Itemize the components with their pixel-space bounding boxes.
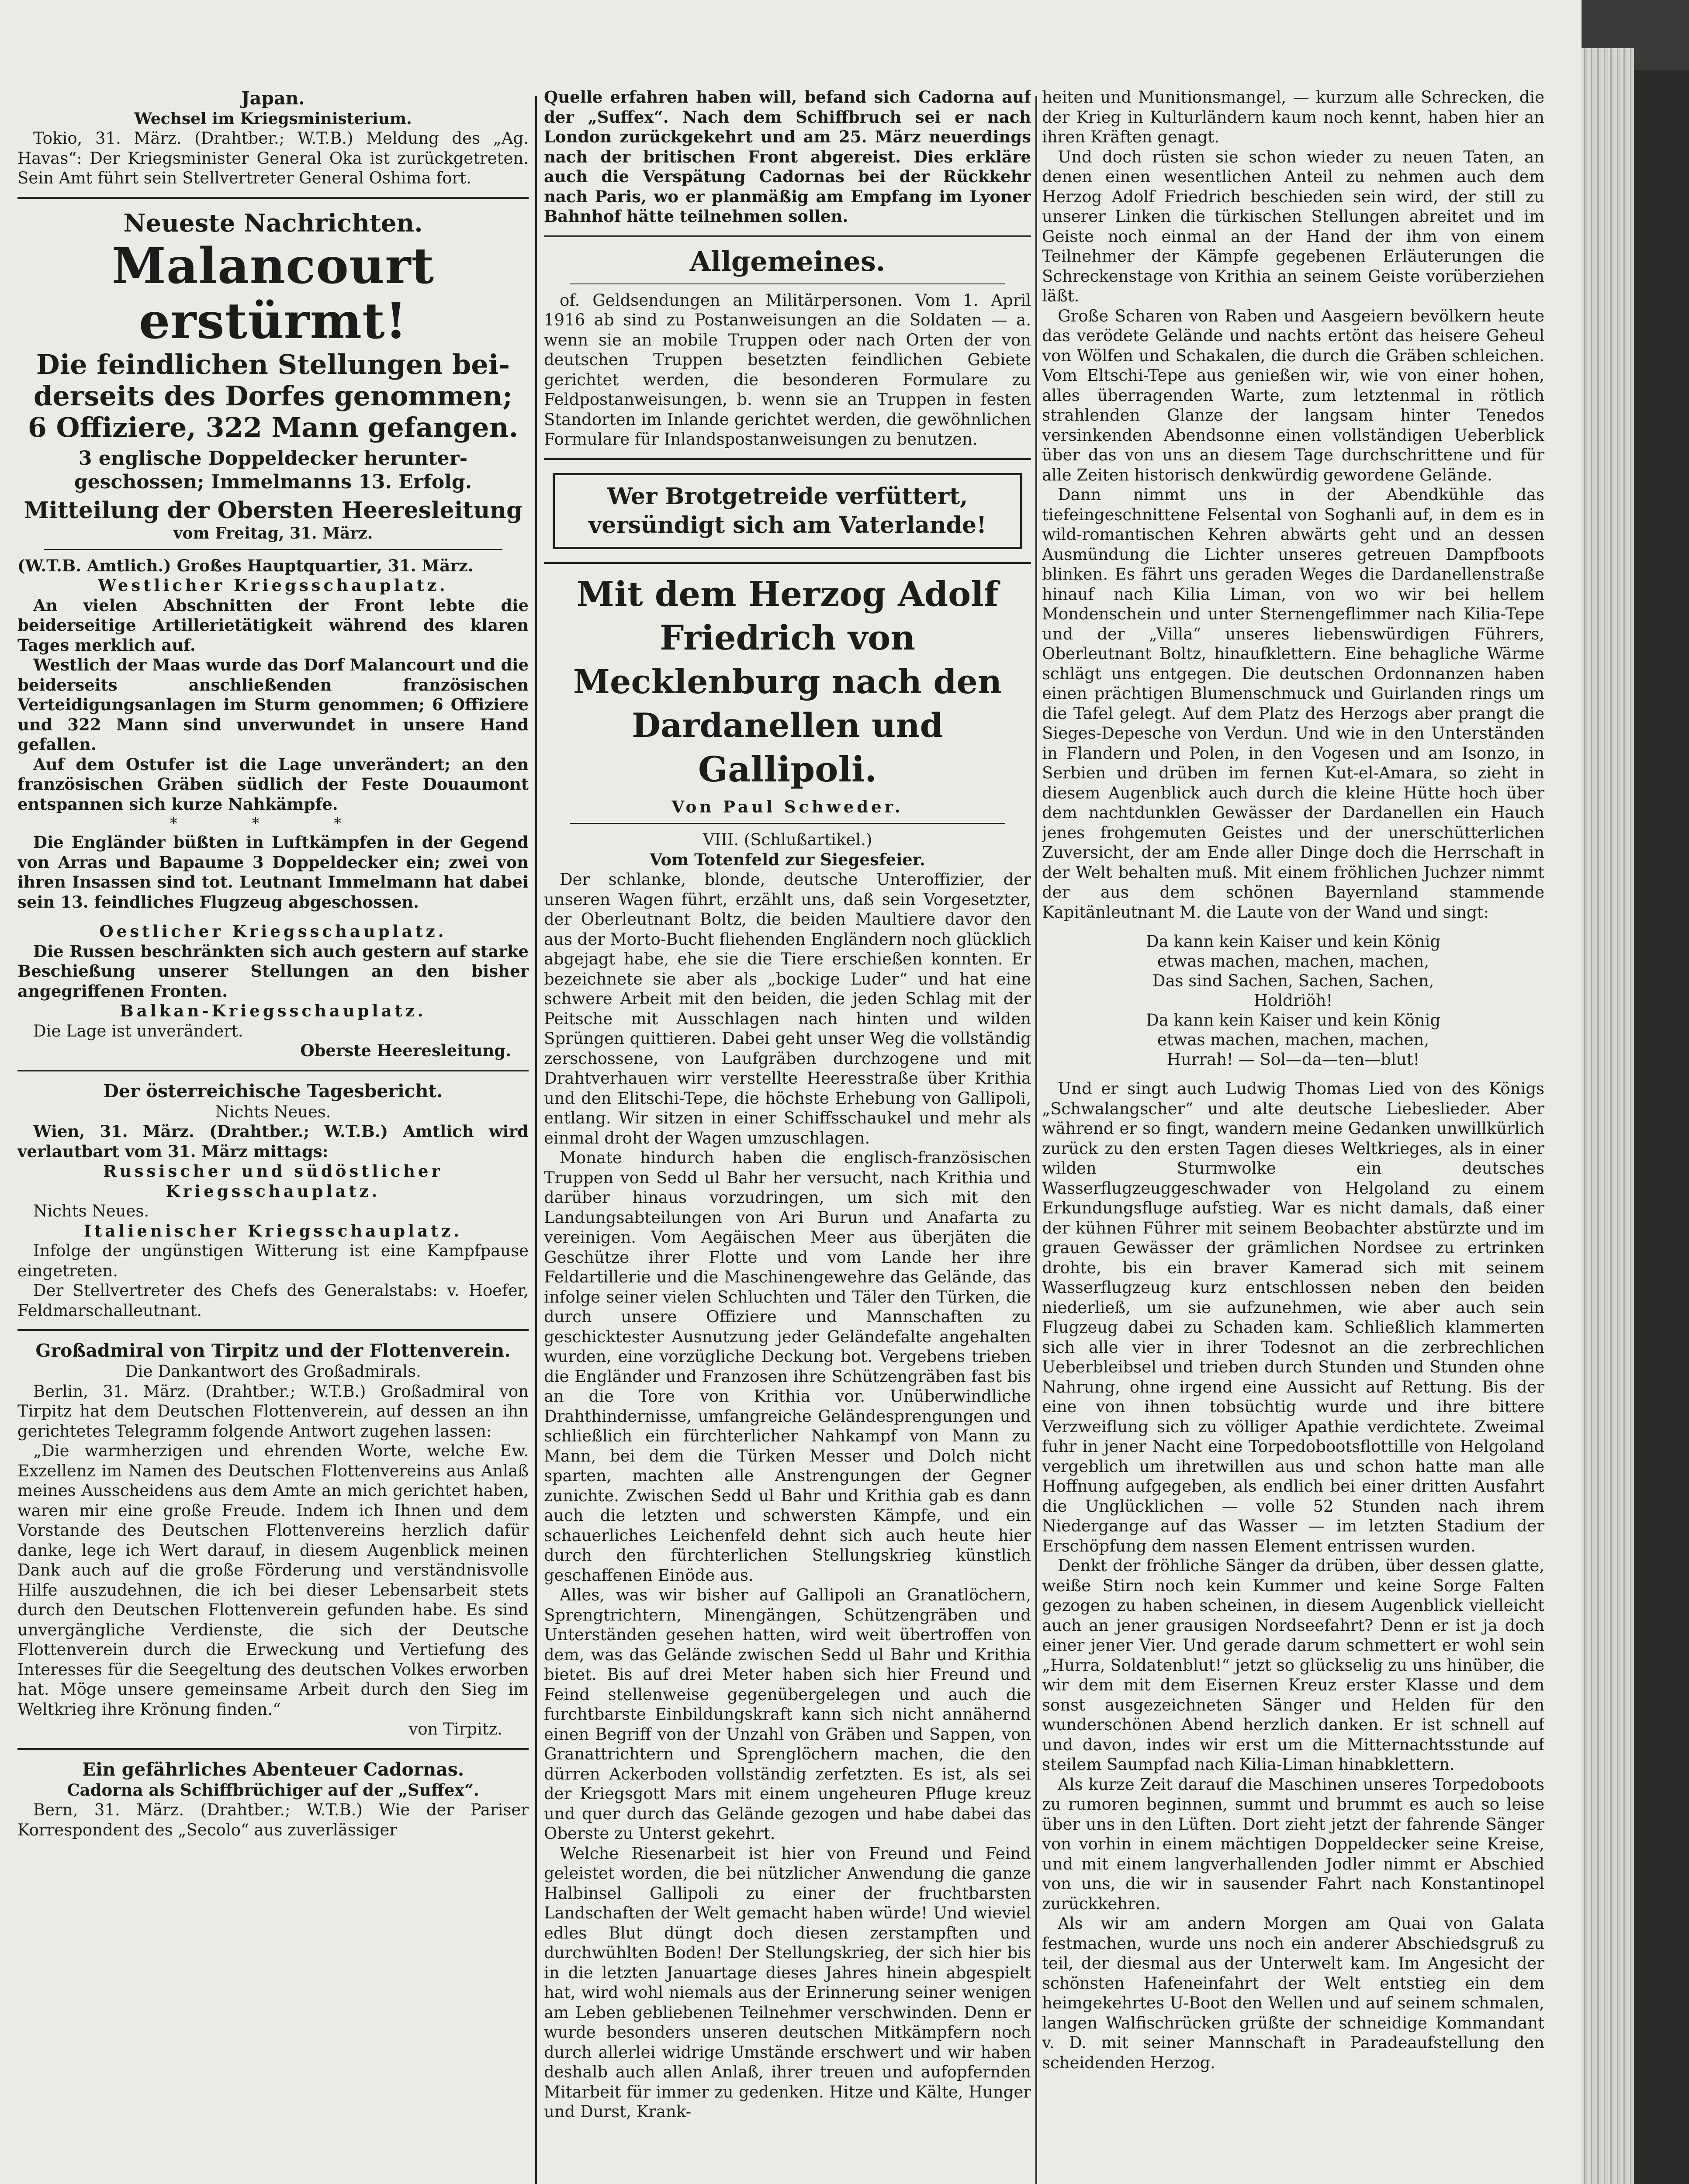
subheading: Cadorna als Schiffbrüchiger auf der „Suffex“. xyxy=(67,1780,479,1800)
signature: Der Stellvertreter des Chefs des Generalstabs: v. Hoefer, Feldmarschalleutnant. xyxy=(17,1281,529,1320)
song-line: Da kann kein Kaiser und kein König xyxy=(1146,1011,1441,1030)
subheadline-line: 3 englische Doppeldecker herunter- xyxy=(78,447,468,470)
subheading: Nichts Neues. xyxy=(215,1102,331,1121)
notice-line: versündigt sich am Vaterlande! xyxy=(588,511,986,539)
column-middle xyxy=(544,87,1031,2184)
section-heading: Der österreichische Tagesbericht. xyxy=(103,1080,443,1102)
subheadline-line: geschossen; Immelmanns 13. Erfolg. xyxy=(74,470,472,493)
article-paragraph: heiten und Munitionsmangel, — kurzum alle Schrecken, die der Krieg in Kulturländern kaum noch kennt, haben hier an ihren Kräften genagt. xyxy=(1042,88,1544,146)
headline-line: Die feindlichen Stellungen bei- xyxy=(36,348,510,380)
article-paragraph: Alles, was wir bisher auf Gallipoli an Granatlöchern, Sprengtrichtern, Minengängen, Schützengräben und Unterständen gesehen hatten, wird weit übertroffen von dem, was das Gelände zwischen Sedd ul Bahr und Krithia bietet. Bis auf drei Meter haben sich hier Freund und Feind stellenweise gegenübergelegen und auch die furchtbarste Einbildungskraft kann sich nicht annähernd einen Begriff von der Unzahl von Gräben und Sappen, von Granattrichtern und Sprenglöchern machen, die den dürren Ackerboden vollständig zerfetzten. Es ist, als sei der Kriegsgott Mars mit einem ungeheuren Pfluge kreuz und quer durch das Gelände gezogen und habe dabei das Oberste zu Unterst gekehrt. xyxy=(544,1586,1031,1843)
divider xyxy=(44,549,502,550)
column-right xyxy=(1042,87,1544,2184)
article-paragraph: An vielen Abschnitten der Front lebte die beiderseitige Artillerietätigkeit während des klaren Tages merklich auf. xyxy=(17,595,529,655)
column-rule xyxy=(535,96,537,2184)
section-heading: Japan. xyxy=(241,88,305,109)
article-paragraph: Dann nimmt uns in der Abendkühle das tiefeingeschnittene Felsental von Soghanli auf, in dem es in wild-romantischen Kehren abwärts geht und an dessen Ausmündung die Lichter unseres getreuen Dampfboots blinken. Es fährt uns geraden Weges die Dardanellenstraße hinauf nach Kilia Liman, von wo wir bei hellem Mondenschein und unter Sternengeflimmer nach Kilia-Tepe und der „Villa“ unseres liebenswürdigen Führers, Oberleutnant Boltz, hinaufklettern. Eine behagliche Wärme schlägt uns entgegen. Die deutschen Ordonnanzen haben einen prächtigen Blumenschmuck und Guirlanden rings um die Tafel gelegt. Auf dem Platz des Herzogs aber prangt die Sieges-Depesche von Verdun. Und wie in den Unterständen in Flandern und Polen, in den Vogesen und am Isonzo, in Serbien und drüben im fernen Kut-el-Amara, so zieht in diesem Augenblick auch durch die kleine Hütte hoch über dem nachtdunklen Gewässer der Dardanellen ein Hauch jenes frohgemuten Geistes und der unerschütterlichen Zuversicht, der am Ende aller Dinge doch die Herrschaft in der Welt behalten muß. Mit einem fröhlichen Juchzer nimmt der aus dem schönen Bayernland stammende Kapitänleutnant M. die Laute von der Wand und singt: xyxy=(1042,485,1544,922)
article-paragraph: Berlin, 31. März. (Drahtber.; W.T.B.) Großadmiral von Tirpitz hat dem Deutschen Flottenverein, auf dessen an ihn gerichtetes Telegramm folgende Antwort zugehen lassen: xyxy=(17,1382,529,1441)
section-heading: Allgemeines. xyxy=(689,245,886,277)
article-paragraph: Bern, 31. März. (Drahtber.; W.T.B.) Wie der Pariser Korrespondent des „Secolo“ aus zuverlässiger xyxy=(17,1800,529,1839)
article-paragraph: of. Geldsendungen an Militärpersonen. Vom 1. April 1916 ab sind zu Postanweisungen an die Soldaten — a. wenn sie an mobile Truppen oder nach Orten der von deutschen Truppen besetzten feindlichen Gebiete gerichtet werden, die besonderen Formulare zu Feldpostanweisungen, b. wenn sie an Truppen in festen Standorten im Inlande gerichtet werden, die gewöhnlichen Formulare für Inlandspostanweisungen zu benutzen. xyxy=(544,290,1031,449)
background xyxy=(1634,70,1689,2184)
song-line: etwas machen, machen, machen, xyxy=(1157,952,1429,971)
article-paragraph: Nichts Neues. xyxy=(33,1202,149,1220)
article-paragraph: „Die warmherzigen und ehrenden Worte, welche Ew. Exzellenz im Namen des Deutschen Flottenvereins aus Anlaß meines Ausscheidens aus dem Amte an mich gerichtet haben, waren mir eine große Freude. Indem ich Ihnen und dem Vorstande des Deutschen Flottenvereins herzlich dafür danke, lege ich Wert darauf, in diesem Augenblick meinen Dank auch auf die große Förderung und verständnisvolle Hilfe auszudehnen, die ich bei dieser Lebensarbeit stets durch den Deutschen Flottenverein gefunden habe. Es sind unvergängliche Verdienste, die sich der Deutsche Flottenverein durch die Erweckung und Vertiefung des Interesses für die Seegeltung des deutschen Volkes erworben hat. Möge unsere gemeinsame Arbeit durch den Sieg im Weltkrieg ihre Krönung finden.“ xyxy=(17,1441,529,1719)
column-left xyxy=(17,87,529,2184)
song-line: Das sind Sachen, Sachen, Sachen, xyxy=(1152,971,1434,990)
notice-box xyxy=(553,473,1022,549)
divider xyxy=(17,1070,529,1071)
divider xyxy=(17,1329,529,1331)
subheading: Oestlicher Kriegsschauplatz. xyxy=(99,922,447,941)
subheading: VIII. (Schlußartikel.) xyxy=(703,830,872,849)
notice-line: Wer Brotgetreide verfüttert, xyxy=(607,483,968,510)
subheading: Balkan-Kriegsschauplatz. xyxy=(120,1001,426,1020)
article-paragraph: Welche Riesenarbeit ist hier von Freund und Feind geleistet worden, die bei nützlicher Anwendung die ganze Halbinsel Gallipoli zu einer der fruchtbarsten Landschaften der Welt gemacht haben würde! Und wieviel edles Blut düngt doch diesen zerstampften und durchwühlten Boden! Der Stellungskrieg, der sich hier bis in die letzten Januartage dieses Jahres hinein abgespielt hat, wird wohl niemals aus der Erinnerung seiner wenigen am Leben gebliebenen Teilnehmer verschwinden. Denn er wurde besonders unseren deutschen Mitkämpfern noch durch allerlei widrige Umstände erschwert und wir haben deshalb auch allen Anlaß, ihrer treuen und aufopfernden Mitarbeit für immer zu gedenken. Hitze und Kälte, Hunger und Durst, Krank- xyxy=(544,1844,1031,2121)
divider xyxy=(544,562,1031,564)
page-edge xyxy=(1582,48,1634,2184)
song-line: Holdriöh! xyxy=(1253,991,1333,1010)
subheading: Vom Totenfeld zur Siegesfeier. xyxy=(650,850,925,869)
article-paragraph: Tokio, 31. März. (Drahtber.; W.T.B.) Meldung des „Ag. Havas“: Der Kriegsminister General Oka ist zurückgetreten. Sein Amt führt sein Stellvertreter General Oshima fort. xyxy=(17,129,529,187)
asterism: * * * xyxy=(170,815,377,832)
article-paragraph: Und er singt auch Ludwig Thomas Lied von des Königs „Schwalangscher“ und alte deutsche Liebeslieder. Aber während er so fingt, wandern meine Gedanken unwillkürlich zurück zu den ersten Tagen dieses Weltkrieges, als in einer wilden Sturmwolke ein deutsches Wasserflugzeuggeschwader von Helgoland zu einem Erkundungsfluge aufstieg. War es nicht damals, daß einer der kühnen Führer mit seinem Beobachter abstürzte und im grauen Gewässer der grämlichen Nordsee zu ertrinken drohte, bis ein braver Kamerad sich mit seinem Wasserflugzeug kurz entschlossen neben den beiden niederließ, um sie aufzunehmen, wie aber auch sein Flugzeug dabei zu Schaden kam. Schließlich klammerten sich alle vier in ihrer Todesnot an die zerbrechlichen Ueberbleibsel und trieben durch Stunden und Stunden ohne Nahrung, ohne irgend eine Aussicht auf Rettung. Bis der eine von ihnen tobsüchtig wurde und ihre bittere Verzweiflung sich zu völliger Apathie verdichtete. Zweimal fuhr in jener Nacht eine Torpedobootsflottille von Helgoland vergeblich um ihretwillen aus und schon hatte man alle Hoffnung aufgegeben, als endlich bei einer dritten Ausfahrt die Unglücklichen — volle 52 Stunden nach ihrem Niedergange auf das Wasser — im letzten Stadium der Erschöpfung dem nassen Element entrissen wurden. xyxy=(1042,1079,1544,1555)
article-paragraph: Und doch rüsten sie schon wieder zu neuen Taten, an denen einen wesentlichen Anteil zu nehmen auch dem Herzog Adolf Friedrich beschieden sein wird, der still zu unserer Linken die türkischen Stellungen abreitet und im Geiste noch einmal an der Hand der ihm von einem Teilnehmer der Kämpfe gegebenen Erläuterungen die Schreckenstage von Krithia an seinem Geiste vorüberziehen läßt. xyxy=(1042,147,1544,305)
dateline: (W.T.B. Amtlich.) Großes Hauptquartier, 31. März. xyxy=(17,556,474,575)
headline-line: Gallipoli. xyxy=(698,748,877,790)
headline-line: Mit dem Herzog Adolf Friedrich von xyxy=(576,574,999,658)
divider xyxy=(544,458,1031,460)
article-paragraph: Die Engländer büßten in Luftkämpfen in der Gegend von Arras und Bapaume 3 Doppeldecker ein; zwei von ihren Insassen sind tot. Leutnant Immelmann hat dabei sein 13. feindliches Flugzeug abgeschossen. xyxy=(17,833,529,912)
headline-line: 6 Offiziere, 322 Mann gefangen. xyxy=(28,411,519,443)
article-paragraph: Denkt der fröhliche Sänger da drüben, über dessen glatte, weiße Stirn noch kein Kummer und keine Sorge Falten gezogen zu haben scheinen, in diesem Augenblick vielleicht auch an jener grausigen Nordseefahrt? Denn er ist ja doch einer jener Vier. Und gerade darum schmettert er wohl sein „Hurra, Soldatenblut!“ jetzt so glückselig zu uns hinüber, die wir dem mit dem Eisernen Kreuz erster Klasse und dem sonst ausgezeichneten Sänger und Helden für den wunderschönen Abend herzlich danken. Er ist schnell auf und davon, indes wir erst um die Mitternachtsstunde auf steilem Saumpfad nach Kilia-Liman hinabklettern. xyxy=(1042,1556,1544,1774)
article-paragraph: Die Lage ist unverändert. xyxy=(33,1021,243,1040)
article-paragraph: Monate hindurch haben die englisch-französischen Truppen von Sedd ul Bahr her versucht, nach Krithia und darüber hinaus vorzudringen, um sich mit den Landungsabteilungen von Ari Burun und Anafarta zu vereinigen. Vom Aegäischen Meer aus überjäten die Geschütze ihrer Flotte und vom Lande her ihre Feldartillerie und die Maschinengewehre das Gelände, das infolge seiner vielen Schluchten und Täler den Türken, die durch unsere Offiziere und Mannschaften zu geschicktester Ausnutzung jeder Geländefalte angehalten wurden, eine vorzügliche Deckung bot. Vergebens trieben die Engländer und Franzosen ihre Schützengräben fast bis an die Tore von Krithia vor. Unüberwindliche Drahthindernisse, umfangreiche Geländesprengungen und schließlich ein fürchterlicher Nahkampf von Mann zu Mann, bei dem die Türken Messer und Dolch nicht sparten, machten alle Anstrengungen der Gegner zunichte. Zwischen Sedd ul Bahr und Krithia gab es dann auch die letzten und schwersten Kämpfe, und ein schauerliches Leichenfeld dehnt sich auch heute hier durch den fürchterlichen Stellungskrieg künstlich geschaffenen Einöde aus. xyxy=(544,1148,1031,1585)
article-paragraph: Westlich der Maas wurde das Dorf Malancourt und die beiderseits anschließenden französischen Verteidigungsanlagen im Sturm genommen; 6 Offiziere und 322 Mann sind unverwundet in unsere Hand gefallen. xyxy=(17,655,529,754)
article-paragraph: Quelle erfahren haben will, befand sich Cadorna auf der „Suffex“. Nach dem Schiffbruch sei er nach London zurückgekehrt und am 25. März neuerdings nach der britischen Front abgereist. Dies erkläre auch die Verspätung Cadornas bei der Rückkehr nach Paris, wo er planmäßig am Empfang im Lyoner Bahnhof hätte teilnehmen sollen. xyxy=(544,87,1031,226)
divider xyxy=(570,823,1005,824)
headline-line: derseits des Dorfes genommen; xyxy=(33,380,513,412)
byline: Von Paul Schweder. xyxy=(671,797,903,816)
divider xyxy=(570,283,1005,284)
article-paragraph: Große Scharen von Raben und Aasgeiern bevölkern heute das verödete Gelände und nachts ertönt das heisere Geheul von Wölfen und Schakalen, die durch die Gräben schleichen. Vom Eltschi-Tepe aus genießen wir, wie von einer hohen, alles überragenden Warte, zum letztenmal in rötlich strahlenden Glanze der langsam hinter Tenedos versinkenden Abendsonne einen vollständigen Ueberblick über das von uns an diesem Tage durchschrittene und für alle Zeiten historisch denkwürdig gewordene Gelände. xyxy=(1042,306,1544,484)
article-paragraph: Der schlanke, blonde, deutsche Unteroffizier, der unseren Wagen führt, erzählt uns, daß sein Vorgesetzter, der Oberleutnant Boltz, die beiden Maultiere davor den aus der Morto-Bucht fliehenden Engländern noch glücklich abgejagt habe, ehe sie die Tiere erschießen konnten. Er bezeichnete sie aber als „bockige Luder“ und hat eine schwere Arbeit mit den beiden, die jeden Schlag mit der Peitsche mit Ausschlagen nach hinten und wilden Sprüngen quittieren. Dabei geht unser Weg die vollständig zerschossene, von Laufgräben durchzogene und mit Drahtverhauen wirr verstellte Heeresstraße über Krithia und den Elitschi-Tepe, die höchste Erhebung von Gallipoli, entlang. Wir sitzen in einer Schiffsschaukel und mehr als einmal droht der Wagen umzuschlagen. xyxy=(544,870,1031,1147)
subheading: Die Dankantwort des Großadmirals. xyxy=(125,1362,421,1381)
dateline: vom Freitag, 31. März. xyxy=(173,524,373,543)
song-line: Hurrah! — Sol—da—ten—blut! xyxy=(1166,1050,1420,1069)
subheading: Westlicher Kriegsschauplatz. xyxy=(98,576,448,595)
article-paragraph: Infolge der ungünstigen Witterung ist eine Kampfpause eingetreten. xyxy=(17,1241,529,1280)
headline: Malancourt erstürmt! xyxy=(111,237,435,350)
signature: von Tirpitz. xyxy=(408,1720,502,1738)
headline-line: Mecklenburg nach den Dardanellen und xyxy=(573,662,1002,745)
subheading: Italienischer Kriegsschauplatz. xyxy=(83,1221,463,1241)
signature: Oberste Heeresleitung. xyxy=(300,1041,511,1060)
article-paragraph: Als wir am andern Morgen am Quai von Galata festmachen, wurde uns noch ein anderer Abschiedsgruß zu teil, der diesmal aus der Unterwelt kam. Im Angesicht der schönsten Hafeneinfahrt der Welt entstieg ein dem heimgekehrtes U-Boot den Wellen und auf seinem schmalen, langen Walfischrücken grüßte der schneidige Kommandant v. D. mit seiner Mannschaft in Paradeaufstellung den scheidenden Herzog. xyxy=(1042,1914,1544,2072)
article-paragraph: Die Russen beschränkten sich auch gestern auf starke Beschießung unserer Stellungen an den bisher angegriffenen Fronten. xyxy=(17,941,529,1001)
divider xyxy=(17,197,529,199)
song-line: etwas machen, machen, machen, xyxy=(1157,1030,1429,1049)
section-heading: Ein gefährliches Abenteuer Cadornas. xyxy=(82,1759,464,1780)
subheading: Wechsel im Kriegsministerium. xyxy=(134,110,412,128)
column-rule xyxy=(1035,96,1037,2184)
article-paragraph: Auf dem Ostufer ist die Lage unverändert; an den französischen Gräben südlich der Feste Douaumont entspannen sich kurze Nahkämpfe. xyxy=(17,754,529,814)
song-line: Da kann kein Kaiser und kein König xyxy=(1146,932,1441,951)
section-heading: Neueste Nachrichten. xyxy=(123,208,423,238)
subheadline: Mitteilung der Obersten Heeresleitung xyxy=(24,497,523,524)
subheading: Russischer und südöstlicher Kriegsschauplatz. xyxy=(103,1161,443,1201)
article-paragraph: Als kurze Zeit darauf die Maschinen unseres Torpedoboots zu rumoren beginnen, summt und brummt es auch so leise über uns in den Lüften. Dort zieht jetzt der fahrende Sänger von vorhin in einem mächtigen Doppeldecker seine Kreise, und mit einem langverhallenden Jodler nimmt er Abschied von uns, die wir in sausender Fahrt nach Konstantinopel zurückkehren. xyxy=(1042,1775,1544,1913)
divider xyxy=(544,235,1031,237)
article-paragraph: Wien, 31. März. (Drahtber.; W.T.B.) Amtlich wird verlautbart vom 31. März mittags: xyxy=(17,1122,529,1161)
divider xyxy=(17,1748,529,1750)
section-heading: Großadmiral von Tirpitz und der Flottenverein. xyxy=(35,1340,511,1361)
